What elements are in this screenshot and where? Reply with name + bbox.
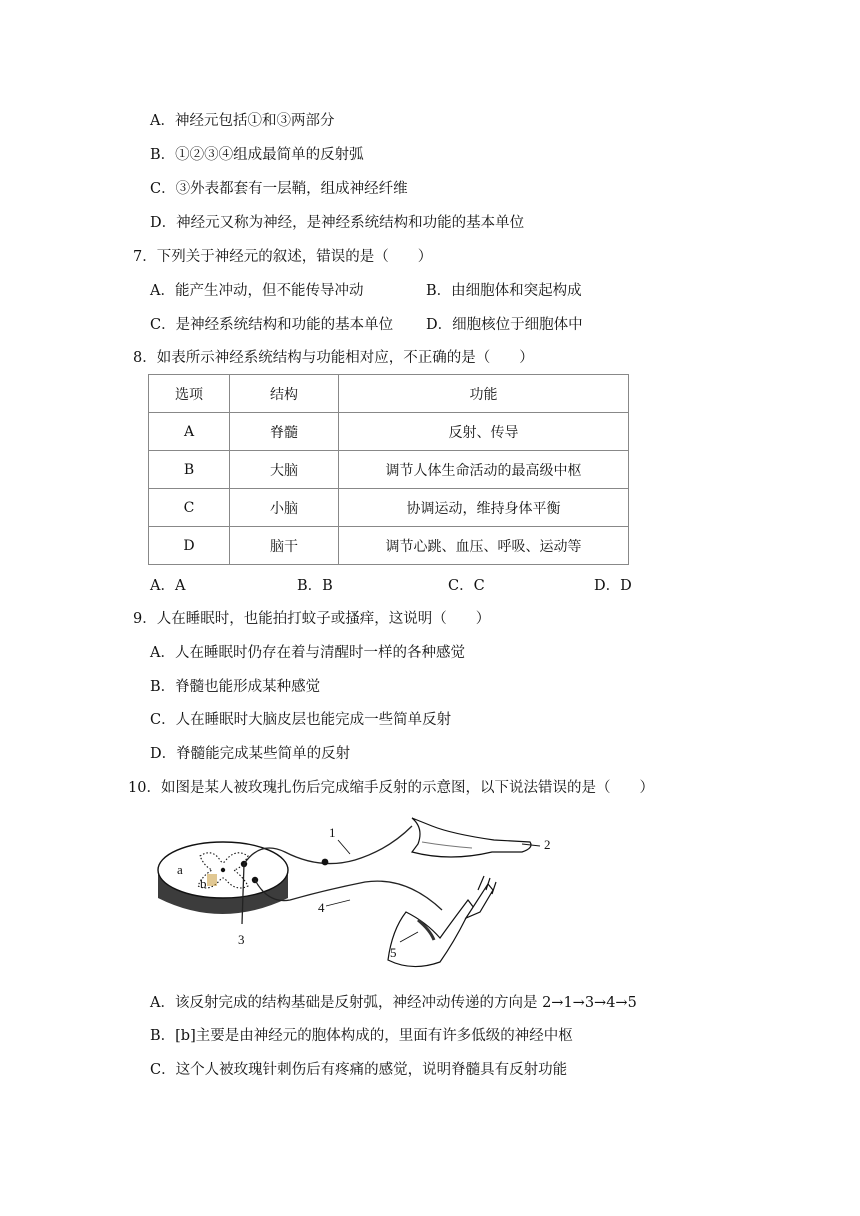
- q9-option-c: C．人在睡眠时大脑皮层也能完成一些简单反射: [150, 712, 452, 728]
- q8-option-b: B．B: [297, 578, 333, 594]
- lower-arm-illustration: [388, 876, 496, 967]
- table-header-cell: 选项: [149, 375, 230, 413]
- table-cell: B: [149, 451, 230, 489]
- q7-option-b: B．由细胞体和突起构成: [426, 283, 582, 299]
- q8-option-a: A．A: [150, 578, 186, 594]
- q9-option-a: A．人在睡眠时仍存在着与清醒时一样的各种感觉: [150, 645, 465, 661]
- table-row: [149, 451, 629, 489]
- q9-stem: 9．人在睡眠时，也能拍打蚊子或搔痒，这说明（ ）: [133, 611, 491, 627]
- diagram-label-a: a: [177, 862, 183, 877]
- table-cell: A: [149, 413, 230, 451]
- q9-option-d: D．脊髓能完成某些简单的反射: [150, 746, 351, 762]
- table-cell: 协调运动，维持身体平衡: [339, 489, 629, 527]
- q9-option-b: B．脊髓也能形成某种感觉: [150, 679, 321, 695]
- table-cell: 脊髓: [230, 413, 339, 451]
- q7-option-c: C．是神经系统结构和功能的基本单位: [150, 317, 394, 333]
- table-header-cell: 功能: [339, 375, 629, 413]
- table-header-row: [149, 375, 629, 413]
- table-row: [149, 413, 629, 451]
- table-cell: C: [149, 489, 230, 527]
- table-cell: 调节心跳、血压、呼吸、运动等: [339, 527, 629, 565]
- table-cell: 小脑: [230, 489, 339, 527]
- q8-option-c: C．C: [448, 578, 485, 594]
- table-header-cell: 结构: [230, 375, 339, 413]
- table-cell: 反射、传导: [339, 413, 629, 451]
- diagram-label-2: 2: [544, 837, 551, 852]
- q6-option-a: A．神经元包括①和③两部分: [150, 113, 335, 129]
- diagram-label-3: 3: [238, 932, 245, 947]
- q8-stem: 8．如表所示神经系统结构与功能相对应，不正确的是（ ）: [133, 350, 534, 366]
- diagram-label-1: 1: [329, 825, 336, 840]
- q7-stem: 7．下列关于神经元的叙述，错误的是（ ）: [133, 249, 433, 265]
- reflex-arc-diagram: [150, 812, 570, 972]
- q10-option-c: C．这个人被玫瑰针刺伤后有疼痛的感觉，说明脊髓具有反射功能: [150, 1062, 568, 1078]
- q6-option-b: B．①②③④组成最简单的反射弧: [150, 147, 364, 163]
- q6-option-d: D．神经元又称为神经，是神经系统结构和功能的基本单位: [150, 215, 525, 231]
- table-cell: 大脑: [230, 451, 339, 489]
- q10-option-b: B．[b]主要是由神经元的胞体构成的，里面有许多低级的神经中枢: [150, 1028, 573, 1044]
- table-row: [149, 527, 629, 565]
- diagram-label-5: 5: [390, 945, 397, 960]
- upper-arm-illustration: [412, 818, 531, 857]
- diagram-label-b: b: [200, 876, 207, 891]
- q10-stem: 10．如图是某人被玫瑰扎伤后完成缩手反射的示意图，以下说法错误的是（ ）: [128, 780, 654, 796]
- diagram-label-4: 4: [318, 900, 325, 915]
- q6-option-c: C．③外表都套有一层鞘，组成神经纤维: [150, 181, 408, 197]
- table-cell: 调节人体生命活动的最高级中枢: [339, 451, 629, 489]
- q8-table: [148, 374, 629, 565]
- table-cell: 脑干: [230, 527, 339, 565]
- q10-option-a: A．该反射完成的结构基础是反射弧，神经冲动传递的方向是 2→1→3→4→5: [150, 995, 637, 1011]
- q7-option-a: A．能产生冲动，但不能传导冲动: [150, 283, 364, 299]
- table-cell: D: [149, 527, 230, 565]
- q7-option-d: D．细胞核位于细胞体中: [426, 317, 583, 333]
- table-row: [149, 489, 629, 527]
- q8-option-d: D．D: [594, 578, 632, 594]
- spinal-cord-section: [158, 842, 288, 914]
